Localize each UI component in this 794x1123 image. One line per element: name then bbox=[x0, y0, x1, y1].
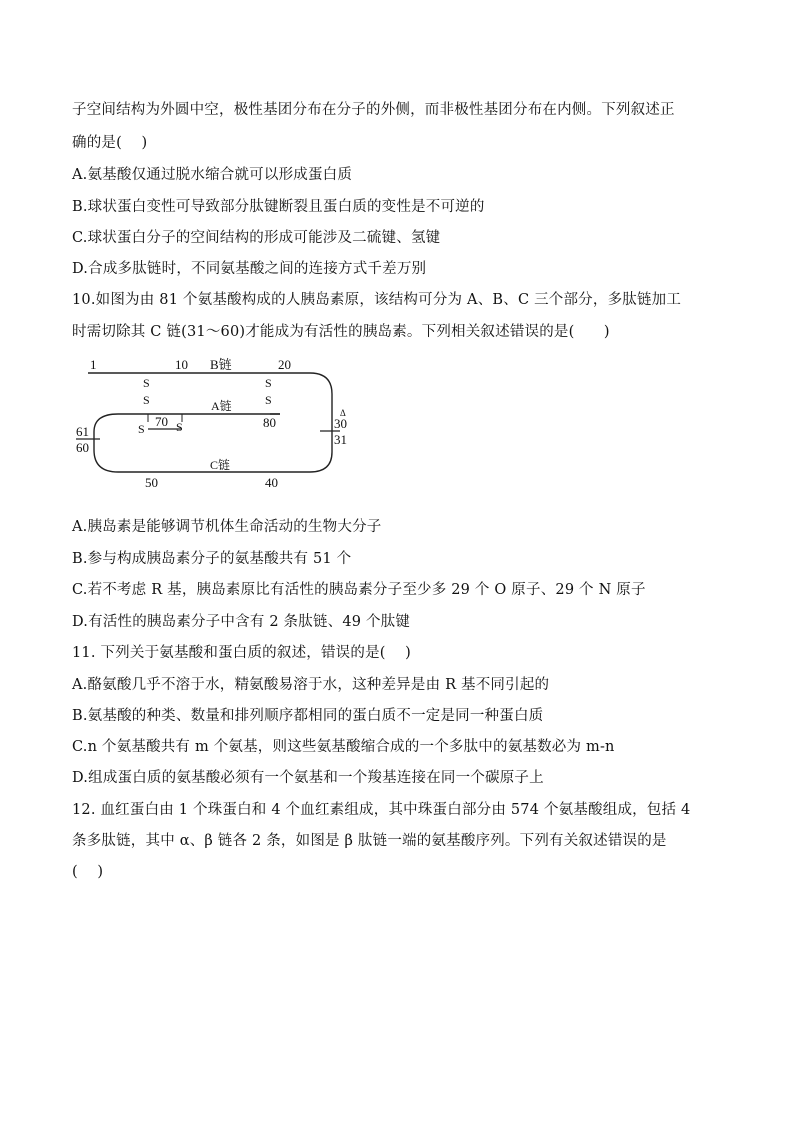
q10-option-a: A.胰岛素是能够调节机体生命活动的生物大分子 bbox=[72, 519, 382, 535]
proinsulin-diagram bbox=[70, 354, 370, 494]
q10-option-d: D.有活性的胰岛素分子中含有 2 条肽链、49 个肽键 bbox=[72, 614, 411, 630]
caret-mark: Δ bbox=[340, 408, 346, 418]
s-b-right-1: S bbox=[265, 376, 272, 390]
q11-option-c: C.n 个氨基酸共有 m 个氨基，则这些氨基酸缩合成的一个多肽中的氨基数必为 m-n bbox=[72, 739, 615, 755]
q9-stem-line-2: 确的是( ) bbox=[72, 135, 148, 151]
label-40: 40 bbox=[265, 475, 278, 490]
label-c-chain: C链 bbox=[210, 458, 231, 472]
label-61: 61 bbox=[76, 424, 89, 439]
s-b-right-2: S bbox=[265, 393, 272, 407]
q12-stem-line-3: ( ) bbox=[72, 864, 104, 880]
label-b-chain: B链 bbox=[210, 357, 232, 372]
q12-stem-line-1: 12. 血红蛋白由 1 个珠蛋白和 4 个血红素组成，其中珠蛋白部分由 574 个氨基酸组成，包括 4 bbox=[72, 802, 691, 818]
s-a-left: S bbox=[138, 422, 145, 436]
label-50: 50 bbox=[145, 475, 158, 490]
label-10: 10 bbox=[175, 357, 188, 372]
label-60: 60 bbox=[76, 440, 89, 455]
label-31: 31 bbox=[334, 432, 347, 447]
label-80: 80 bbox=[263, 415, 276, 430]
q10-stem-line-2: 时需切除其 C 链(31～60)才能成为有活性的胰岛素。下列相关叙述错误的是( ) bbox=[72, 324, 610, 340]
q12-stem-line-2: 条多肽链，其中 α、β 链各 2 条，如图是 β 肽链一端的氨基酸序列。下列有关叙述错误的是 bbox=[72, 833, 667, 849]
q10-option-b: B.参与构成胰岛素分子的氨基酸共有 51 个 bbox=[72, 551, 352, 567]
q9-option-b: B.球状蛋白变性可导致部分肽键断裂且蛋白质的变性是不可逆的 bbox=[72, 199, 485, 215]
q9-stem-line-1: 子空间结构为外圆中空，极性基团分布在分子的外侧，而非极性基团分布在内侧。下列叙述正 bbox=[72, 102, 675, 118]
q9-option-d: D.合成多肽链时，不同氨基酸之间的连接方式千差万别 bbox=[72, 261, 427, 277]
q10-stem-line-1: 10.如图为由 81 个氨基酸构成的人胰岛素原，该结构可分为 A、B、C 三个部分，多肽链加工 bbox=[72, 292, 682, 308]
label-20: 20 bbox=[278, 357, 291, 372]
q9-option-c: C.球状蛋白分子的空间结构的形成可能涉及二硫键、氢键 bbox=[72, 230, 441, 246]
label-1: 1 bbox=[90, 357, 97, 372]
q10-option-c: C.若不考虑 R 基，胰岛素原比有活性的胰岛素分子至少多 29 个 O 原子、29 个 N 原子 bbox=[72, 582, 646, 598]
label-a-chain: A链 bbox=[211, 399, 232, 413]
q11-option-a: A.酪氨酸几乎不溶于水，精氨酸易溶于水，这种差异是由 R 基不同引起的 bbox=[72, 677, 550, 693]
label-70: 70 bbox=[155, 414, 168, 429]
label-30: 30 bbox=[334, 416, 347, 431]
q11-option-b: B.氨基酸的种类、数量和排列顺序都相同的蛋白质不一定是同一种蛋白质 bbox=[72, 708, 544, 724]
q11-stem: 11. 下列关于氨基酸和蛋白质的叙述，错误的是( ) bbox=[72, 645, 411, 661]
q11-option-d: D.组成蛋白质的氨基酸必须有一个氨基和一个羧基连接在同一个碳原子上 bbox=[72, 770, 544, 786]
q9-option-a: A.氨基酸仅通过脱水缩合就可以形成蛋白质 bbox=[72, 167, 353, 183]
s-a-right: S bbox=[176, 420, 183, 434]
s-b-left-2: S bbox=[143, 393, 150, 407]
s-b-left-1: S bbox=[143, 376, 150, 390]
